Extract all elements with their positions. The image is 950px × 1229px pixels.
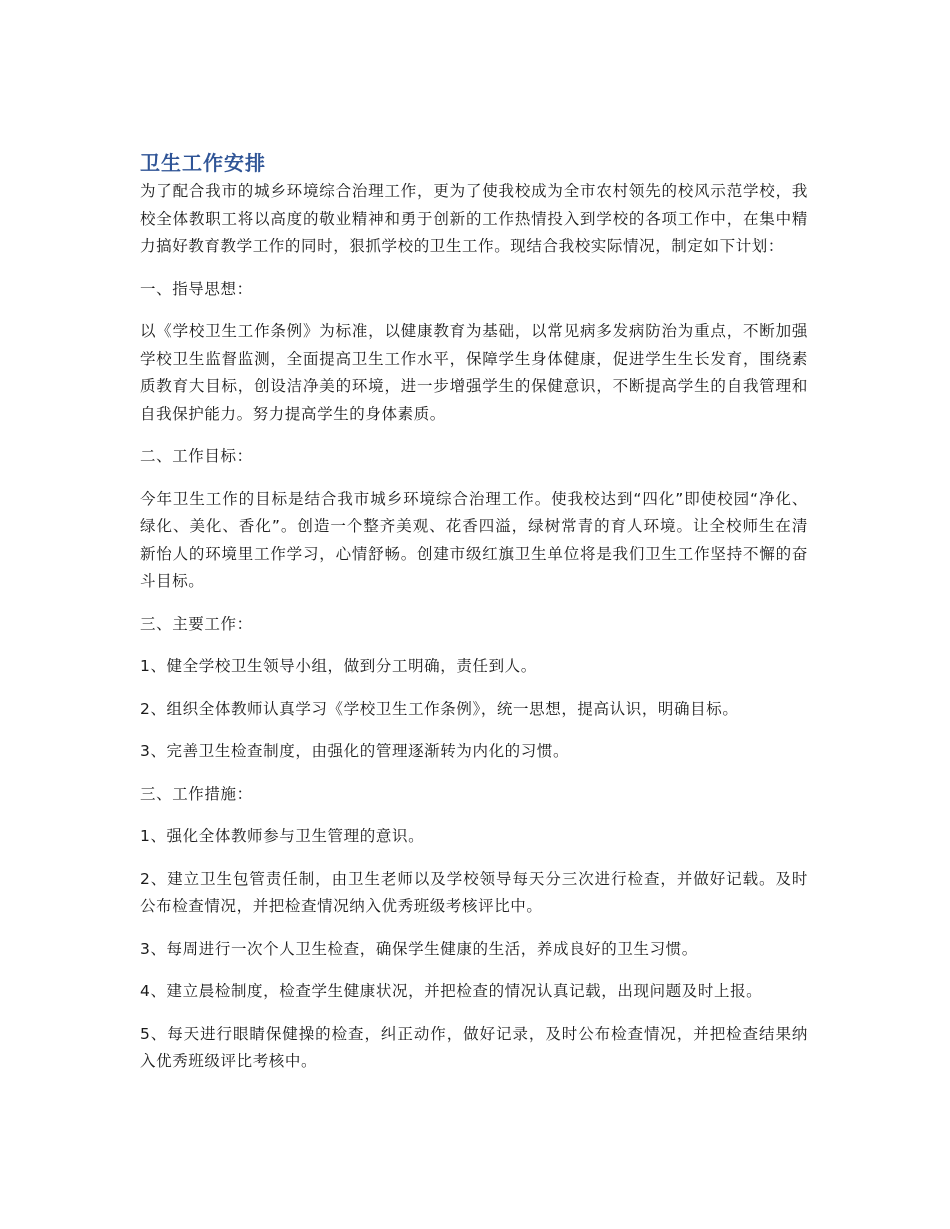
list-item: 2、组织全体教师认真学习《学校卫生工作条例》，统一思想，提高认识，明确目标。	[140, 699, 739, 718]
section-heading-main-work: 三、主要工作：	[140, 614, 253, 633]
section-heading-guiding-thought: 一、指导思想：	[140, 279, 253, 298]
list-item: 2、建立卫生包管责任制，由卫生老师以及学校领导每天分三次进行检查，并做好记载。及时公布检查情况，并把检查情况纳入优秀班级考核评比中。	[140, 869, 808, 915]
section-heading-measures: 三、工作措施：	[140, 784, 253, 803]
list-item: 5、每天进行眼睛保健操的检查，纠正动作，做好记录，及时公布检查情况，并把检查结果纳入优秀班级评比考核中。	[140, 1024, 808, 1070]
paragraph-goals: 今年卫生工作的目标是结合我市城乡环境综合治理工作。使我校达到“四化”即使校园“净化、绿化、美化、香化”。创造一个整齐美观、花香四溢，绿树常青的育人环境。让全校师生在清新怡人的环境里工作学习，心情舒畅。创建市级红旗卫生单位将是我们卫生工作坚持不懈的奋斗目标。	[140, 489, 808, 590]
section-heading-goals: 二、工作目标：	[140, 447, 253, 465]
document-title: 卫生工作安排	[140, 151, 266, 175]
list-item: 1、健全学校卫生领导小组，做到分工明确，责任到人。	[140, 657, 537, 675]
list-item: 4、建立晨检制度，检查学生健康状况，并把检查的情况认真记载，出现问题及时上报。	[140, 982, 763, 1000]
intro-paragraph: 为了配合我市的城乡环境综合治理工作，更为了使我校成为全市农村领先的校风示范学校，我校全体教职工将以高度的敬业精神和勇于创新的工作热情投入到学校的各项工作中，在集中精力搞好教育教学工作的同时，狠抓学校的卫生工作。现结合我校实际情况，制定如下计划：	[140, 182, 808, 255]
paragraph-guiding-thought: 以《学校卫生工作条例》为标准，以健康教育为基础，以常见病多发病防治为重点，不断加强学校卫生监督监测，全面提高卫生工作水平，保障学生身体健康，促进学生生长发育，围绕素质教育大目标，创设洁净美的环境，进一步增强学生的保健意识，不断提高学生的自我管理和自我保护能力。努力提高学生的身体素质。	[140, 322, 808, 423]
list-item: 3、每周进行一次个人卫生检查，确保学生健康的生活，养成良好的卫生习惯。	[140, 939, 698, 958]
list-item: 3、完善卫生检查制度，由强化的管理逐渐转为内化的习惯。	[140, 742, 570, 760]
document-body	[140, 148, 808, 1076]
list-item: 1、强化全体教师参与卫生管理的意识。	[140, 827, 425, 845]
